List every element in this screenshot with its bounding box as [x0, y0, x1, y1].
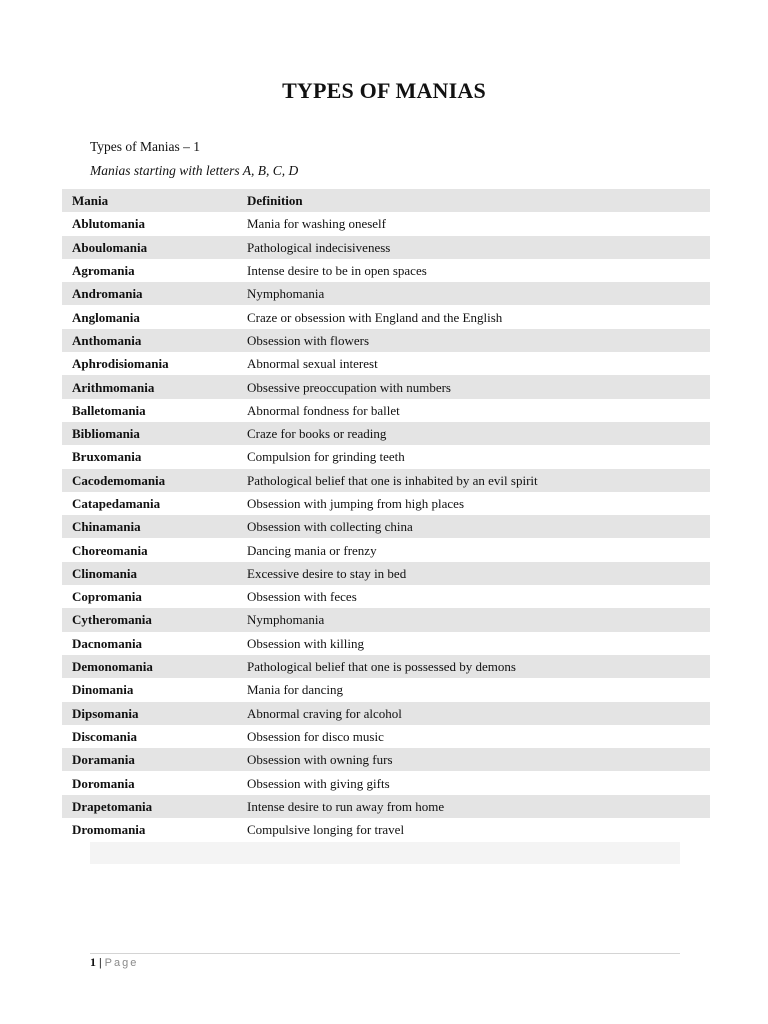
- table-body: [62, 212, 710, 841]
- table-row: [62, 352, 710, 375]
- table-row: [62, 678, 710, 701]
- mania-term: Dinomania: [72, 682, 134, 698]
- page-label: Page: [104, 957, 139, 969]
- mania-definition: Obsession for disco music: [247, 728, 384, 744]
- mania-term: Discomania: [72, 728, 137, 744]
- mania-definition: Obsession with owning furs: [247, 752, 393, 768]
- mania-term: Anglomania: [72, 309, 140, 325]
- table-row: [62, 515, 710, 538]
- mania-definition: Pathological belief that one is inhabited by an evil spirit: [247, 472, 538, 488]
- mania-definition: Obsession with jumping from high places: [247, 496, 465, 511]
- mania-term: Bibliomania: [72, 426, 140, 442]
- table-row: [62, 422, 710, 445]
- mania-definition: Obsession with giving gifts: [247, 775, 390, 791]
- mania-term: Copromania: [72, 589, 142, 605]
- table-row: [62, 259, 710, 282]
- mania-term: Chinamania: [72, 519, 141, 535]
- table-row: [62, 469, 710, 492]
- table-row: [62, 562, 710, 585]
- table-row: [62, 608, 710, 631]
- mania-definition: Craze or obsession with England and the English: [247, 309, 503, 325]
- mania-definition: Intense desire to be in open spaces: [247, 263, 427, 279]
- page-title: TYPES OF MANIAS: [282, 78, 486, 103]
- mania-definition: Craze for books or reading: [247, 426, 387, 442]
- table-row: [62, 492, 710, 515]
- mania-term: Aphrodisiomania: [72, 356, 169, 372]
- mania-definition: Pathological belief that one is possessed by demons: [247, 659, 516, 675]
- table-header-row: [62, 189, 710, 212]
- table-row: [62, 585, 710, 608]
- footer-divider: [90, 953, 680, 954]
- table-row: [62, 795, 710, 818]
- mania-definition: Excessive desire to stay in bed: [247, 565, 407, 581]
- mania-term: Clinomania: [72, 565, 138, 581]
- table-row: [62, 445, 710, 468]
- table-row: [62, 748, 710, 771]
- mania-term: Doromania: [72, 775, 135, 791]
- mania-definition: Obsession with flowers: [247, 332, 370, 348]
- mania-term: Cacodemomania: [72, 472, 166, 488]
- mania-term: Balletomania: [72, 402, 146, 418]
- table-row: [62, 655, 710, 678]
- mania-term: Agromania: [72, 263, 135, 279]
- mania-definition: Compulsive longing for travel: [247, 822, 405, 838]
- table-row: [62, 236, 710, 259]
- table-row: [62, 771, 710, 794]
- mania-term: Doramania: [72, 752, 135, 768]
- header-definition: Definition: [247, 193, 303, 209]
- mania-term: Ablutomania: [72, 216, 145, 232]
- mania-definition: Obsessive preoccupation with numbers: [247, 379, 451, 395]
- mania-term: Dipsomania: [72, 705, 139, 721]
- mania-definition: Nymphomania: [247, 286, 325, 302]
- table-row: [62, 538, 710, 561]
- mania-definition: Compulsion for grinding teeth: [247, 449, 405, 465]
- table-row: [62, 282, 710, 305]
- page-number: 1: [90, 955, 96, 969]
- mania-definition: Obsession with collecting china: [247, 519, 413, 535]
- mania-definition: Nymphomania: [247, 612, 325, 628]
- mania-term: Dromomania: [72, 822, 146, 838]
- mania-definition: Mania for washing oneself: [247, 216, 386, 232]
- manias-table: [62, 189, 710, 841]
- header-mania: Mania: [72, 193, 109, 209]
- mania-definition: Abnormal sexual interest: [247, 356, 378, 372]
- table-row: [62, 818, 710, 841]
- mania-term: Andromania: [72, 286, 143, 302]
- table-row: [62, 329, 710, 352]
- section-description: Manias starting with letters A, B, C, D: [90, 163, 299, 178]
- mania-definition: Obsession with killing: [247, 635, 365, 651]
- table-row: [62, 399, 710, 422]
- footer-separator: |: [99, 955, 102, 969]
- table-row: [62, 375, 710, 398]
- mania-definition: Dancing mania or frenzy: [247, 542, 377, 558]
- mania-definition: Pathological indecisiveness: [247, 239, 391, 255]
- section-subtitle: Types of Manias – 1: [90, 139, 201, 154]
- page-footer: [90, 955, 138, 970]
- mania-term: Aboulomania: [72, 239, 148, 255]
- table-row: [62, 305, 710, 328]
- table-row: [62, 725, 710, 748]
- mania-definition: Abnormal craving for alcohol: [247, 705, 402, 721]
- mania-term: Choreomania: [72, 542, 148, 558]
- mania-term: Drapetomania: [72, 798, 153, 814]
- table-row: [62, 702, 710, 725]
- mania-term: Demonomania: [72, 659, 153, 675]
- empty-shaded-band: [90, 842, 680, 864]
- mania-term: Anthomania: [72, 332, 142, 348]
- mania-definition: Abnormal fondness for ballet: [247, 402, 400, 418]
- table-row: [62, 632, 710, 655]
- mania-term: Catapedamania: [72, 496, 161, 511]
- mania-term: Cytheromania: [72, 612, 152, 628]
- mania-term: Dacnomania: [72, 635, 143, 651]
- mania-term: Arithmomania: [72, 379, 155, 395]
- table-row: [62, 212, 710, 235]
- mania-definition: Intense desire to run away from home: [247, 798, 445, 814]
- mania-definition: Mania for dancing: [247, 682, 344, 698]
- mania-term: Bruxomania: [72, 449, 142, 465]
- mania-definition: Obsession with feces: [247, 589, 357, 605]
